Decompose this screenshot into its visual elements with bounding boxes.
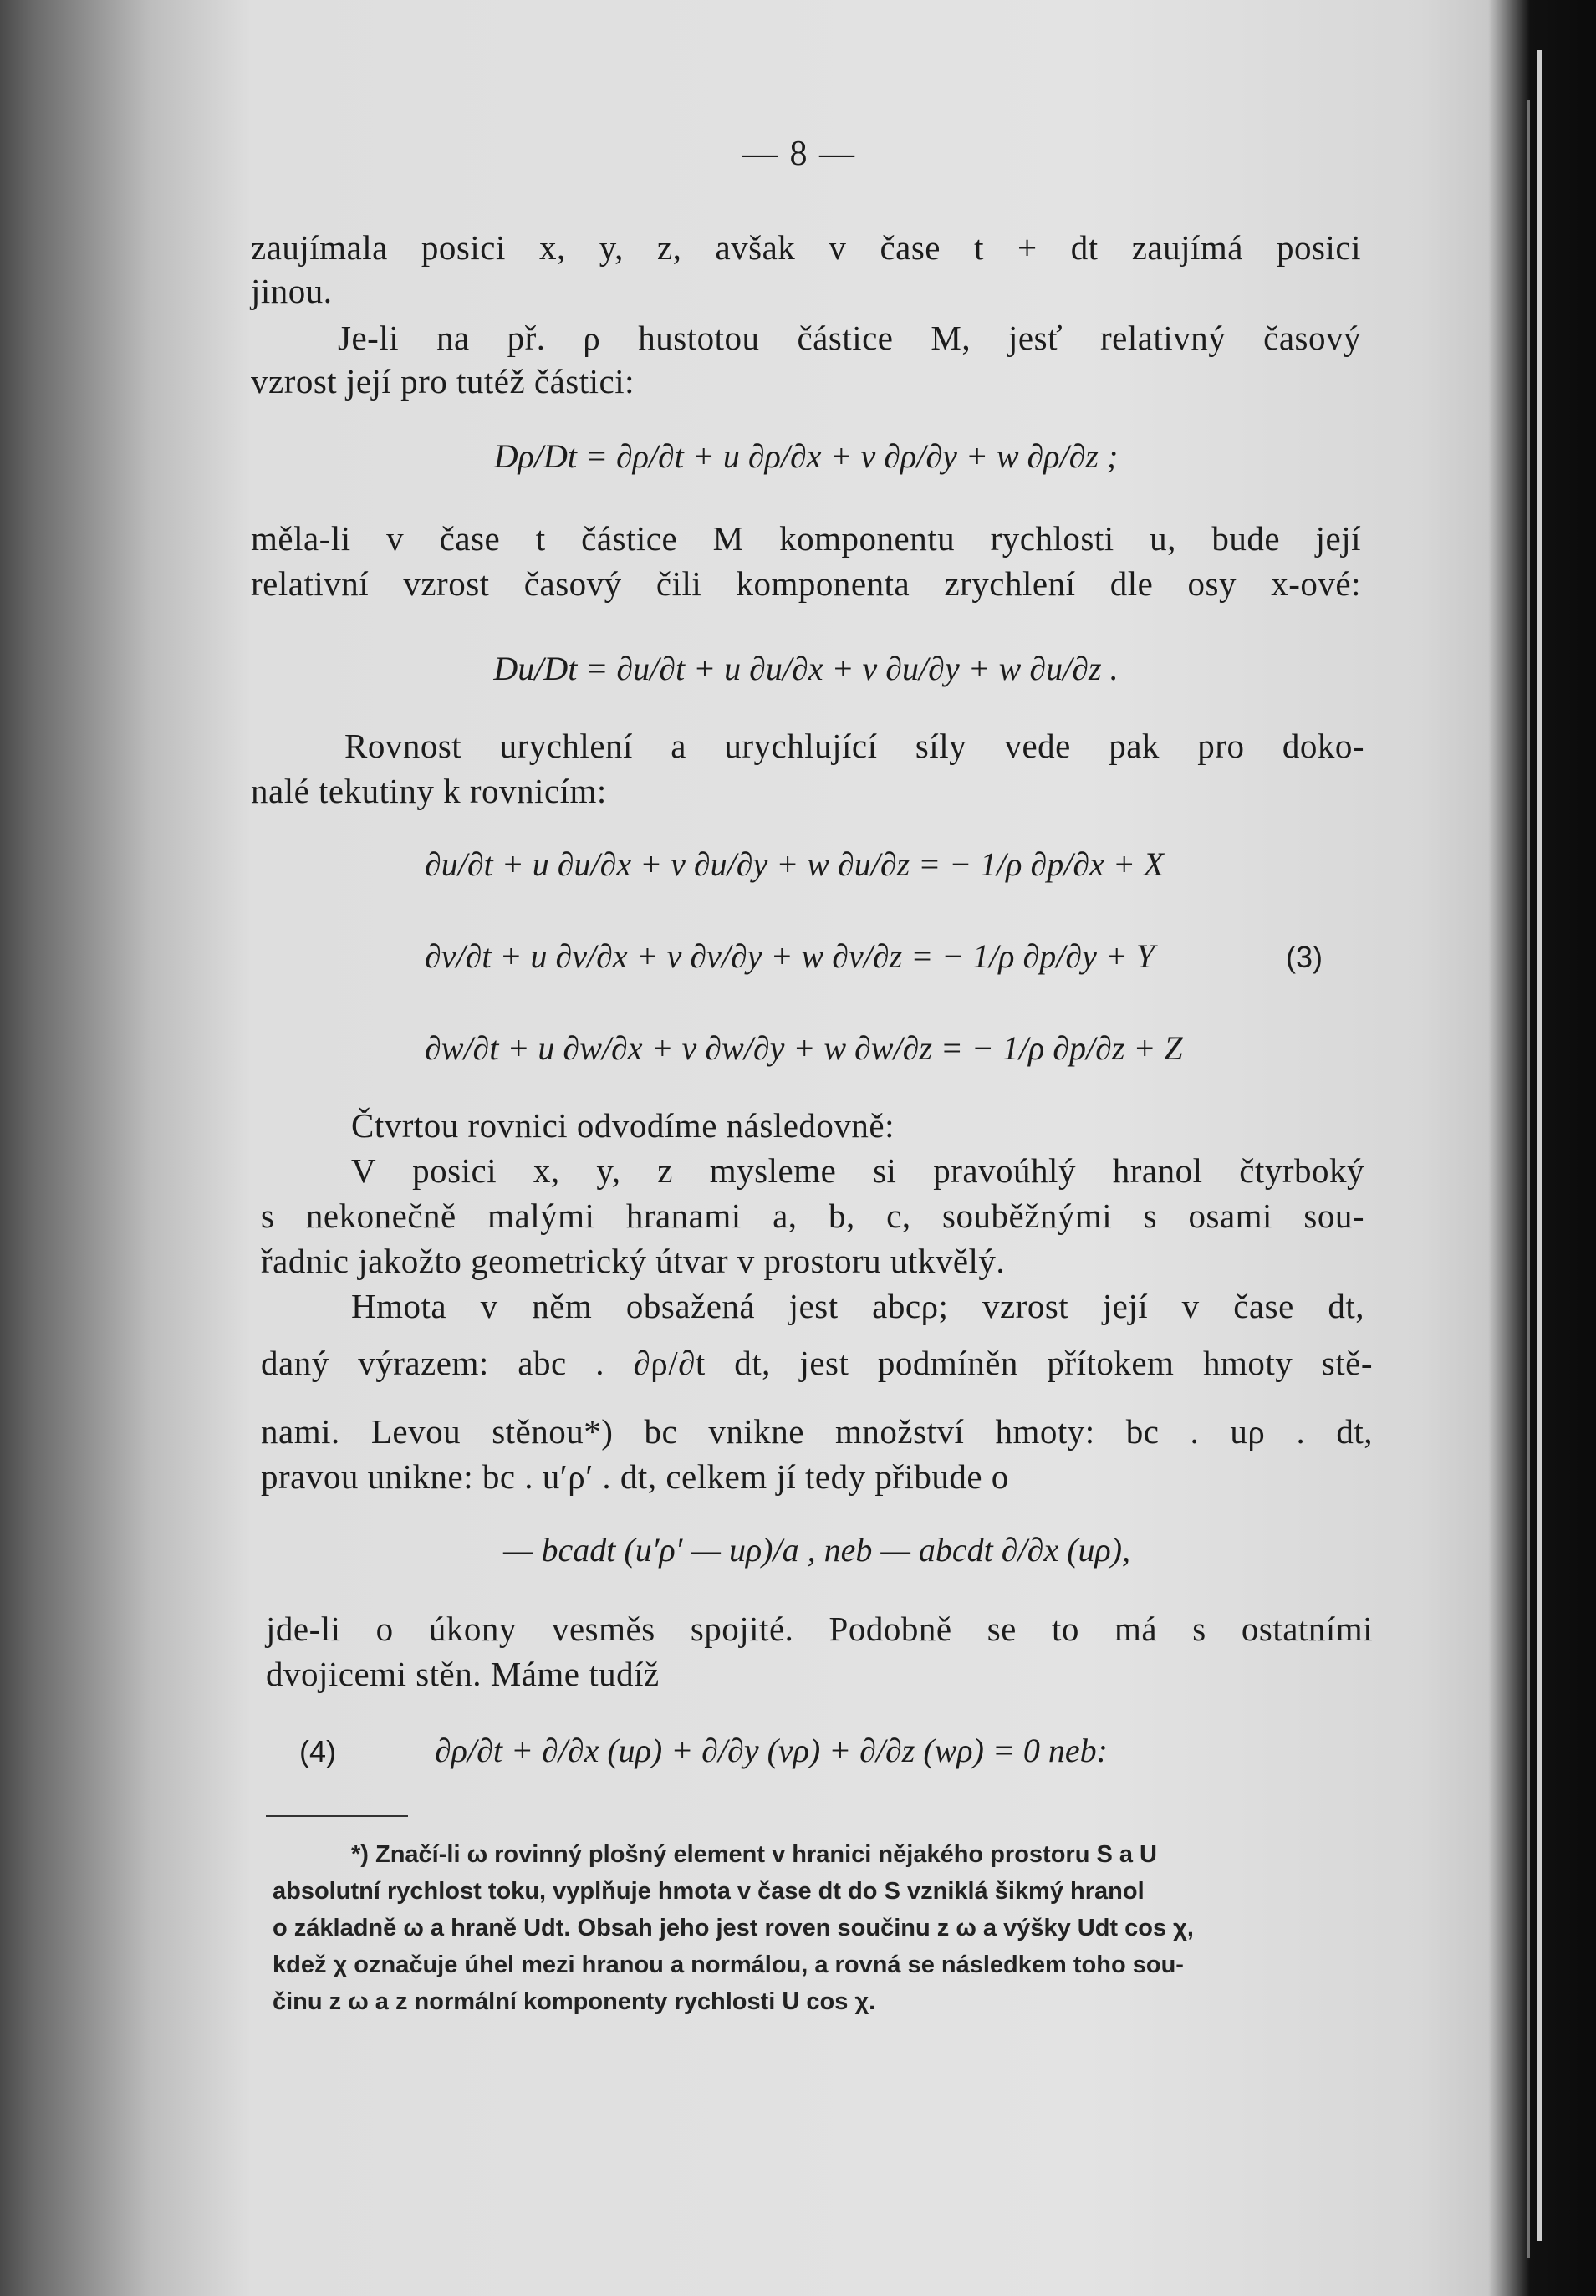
text-line: V posici x, y, z mysleme si pravoúhlý hranol čtyrboký [351,1151,1364,1190]
text-line: daný výrazem: abc . ∂ρ/∂t dt, jest podmíněn přítokem hmoty stě- [261,1344,1373,1382]
text-line: Rovnost urychlení a urychlující síly vede pak pro doko- [344,727,1364,765]
text-line: měla-li v čase t částice M komponentu rychlosti u, bude její [251,519,1361,558]
text-line: pravou unikne: bc . u′ρ′ . dt, celkem jí tedy přibude o [261,1457,1009,1496]
footnote-line: *) Značí-li ω rovinný plošný element v hranici nějakého prostoru S a U [351,1841,1157,1868]
footnote-rule [266,1815,408,1817]
equation-euler-z: ∂w/∂t + u ∂w/∂x + v ∂w/∂y + w ∂w/∂z = − 1/ρ ∂p/∂z + Z [425,1029,1183,1067]
footnote-line: o základně ω a hraně Udt. Obsah jeho jest roven součinu z ω a výšky Udt cos χ, [273,1915,1194,1941]
text-line: Čtvrtou rovnici odvodíme následovně: [351,1106,895,1145]
footnote-line: kdež χ označuje úhel mezi hranou a normálou, a rovná se následkem toho sou- [273,1952,1184,1978]
text-line: zaujímala posici x, y, z, avšak v čase t + dt zaujímá posici [251,228,1361,267]
equation-number: (4) [299,1734,336,1768]
text-line: Hmota v něm obsažená jest abcρ; vzrost její v čase dt, [351,1287,1364,1325]
text-line: relativní vzrost časový čili komponenta zrychlení dle osy x-ové: [251,564,1361,603]
text-line: dvojicemi stěn. Máme tudíž [266,1655,660,1693]
equation-euler-x: ∂u/∂t + u ∂u/∂x + v ∂u/∂y + w ∂u/∂z = − 1/ρ ∂p/∂x + X [425,845,1165,883]
text-line: řadnic jakožto geometrický útvar v prostoru utkvělý. [261,1242,1006,1280]
text-line: nalé tekutiny k rovnicím: [251,772,607,810]
equation-density-derivative: Dρ/Dt = ∂ρ/∂t + u ∂ρ/∂x + v ∂ρ/∂y + w ∂ρ/∂z ; [493,437,1119,475]
text-line: vzrost její pro tutéž částici: [251,362,635,401]
text-line: s nekonečně malými hranami a, b, c, souběžnými s osami sou- [261,1196,1364,1235]
equation-euler-y: ∂v/∂t + u ∂v/∂x + v ∂v/∂y + w ∂v/∂z = − 1/ρ ∂p/∂y + Y [425,937,1155,975]
page-number: — 8 — [742,135,856,173]
text-line: Je-li na př. ρ hustotou částice M, jesť relativný časový [338,319,1361,357]
text-line: jinou. [251,272,333,310]
equation-mass-flux: — bcadt (u′ρ′ — uρ)/a , neb — abcdt ∂/∂x (uρ), [502,1531,1131,1569]
text-line: jde-li o úkony vesměs spojité. Podobně se to má s ostatními [266,1610,1373,1648]
equation-continuity: ∂ρ/∂t + ∂/∂x (uρ) + ∂/∂y (vρ) + ∂/∂z (wρ) = 0 neb: [435,1732,1108,1769]
footnote-line: činu z ω a z normální komponenty rychlosti U cos χ. [273,1988,876,2015]
equation-acceleration: Du/Dt = ∂u/∂t + u ∂u/∂x + v ∂u/∂y + w ∂u/∂z . [493,650,1119,687]
text-line: nami. Levou stěnou*) bc vnikne množství hmoty: bc . uρ . dt, [261,1412,1373,1451]
equation-number: (3) [1286,940,1323,974]
footnote-line: absolutní rychlost toku, vyplňuje hmota v čase dt do S vzniklá šikmý hranol [273,1878,1145,1905]
